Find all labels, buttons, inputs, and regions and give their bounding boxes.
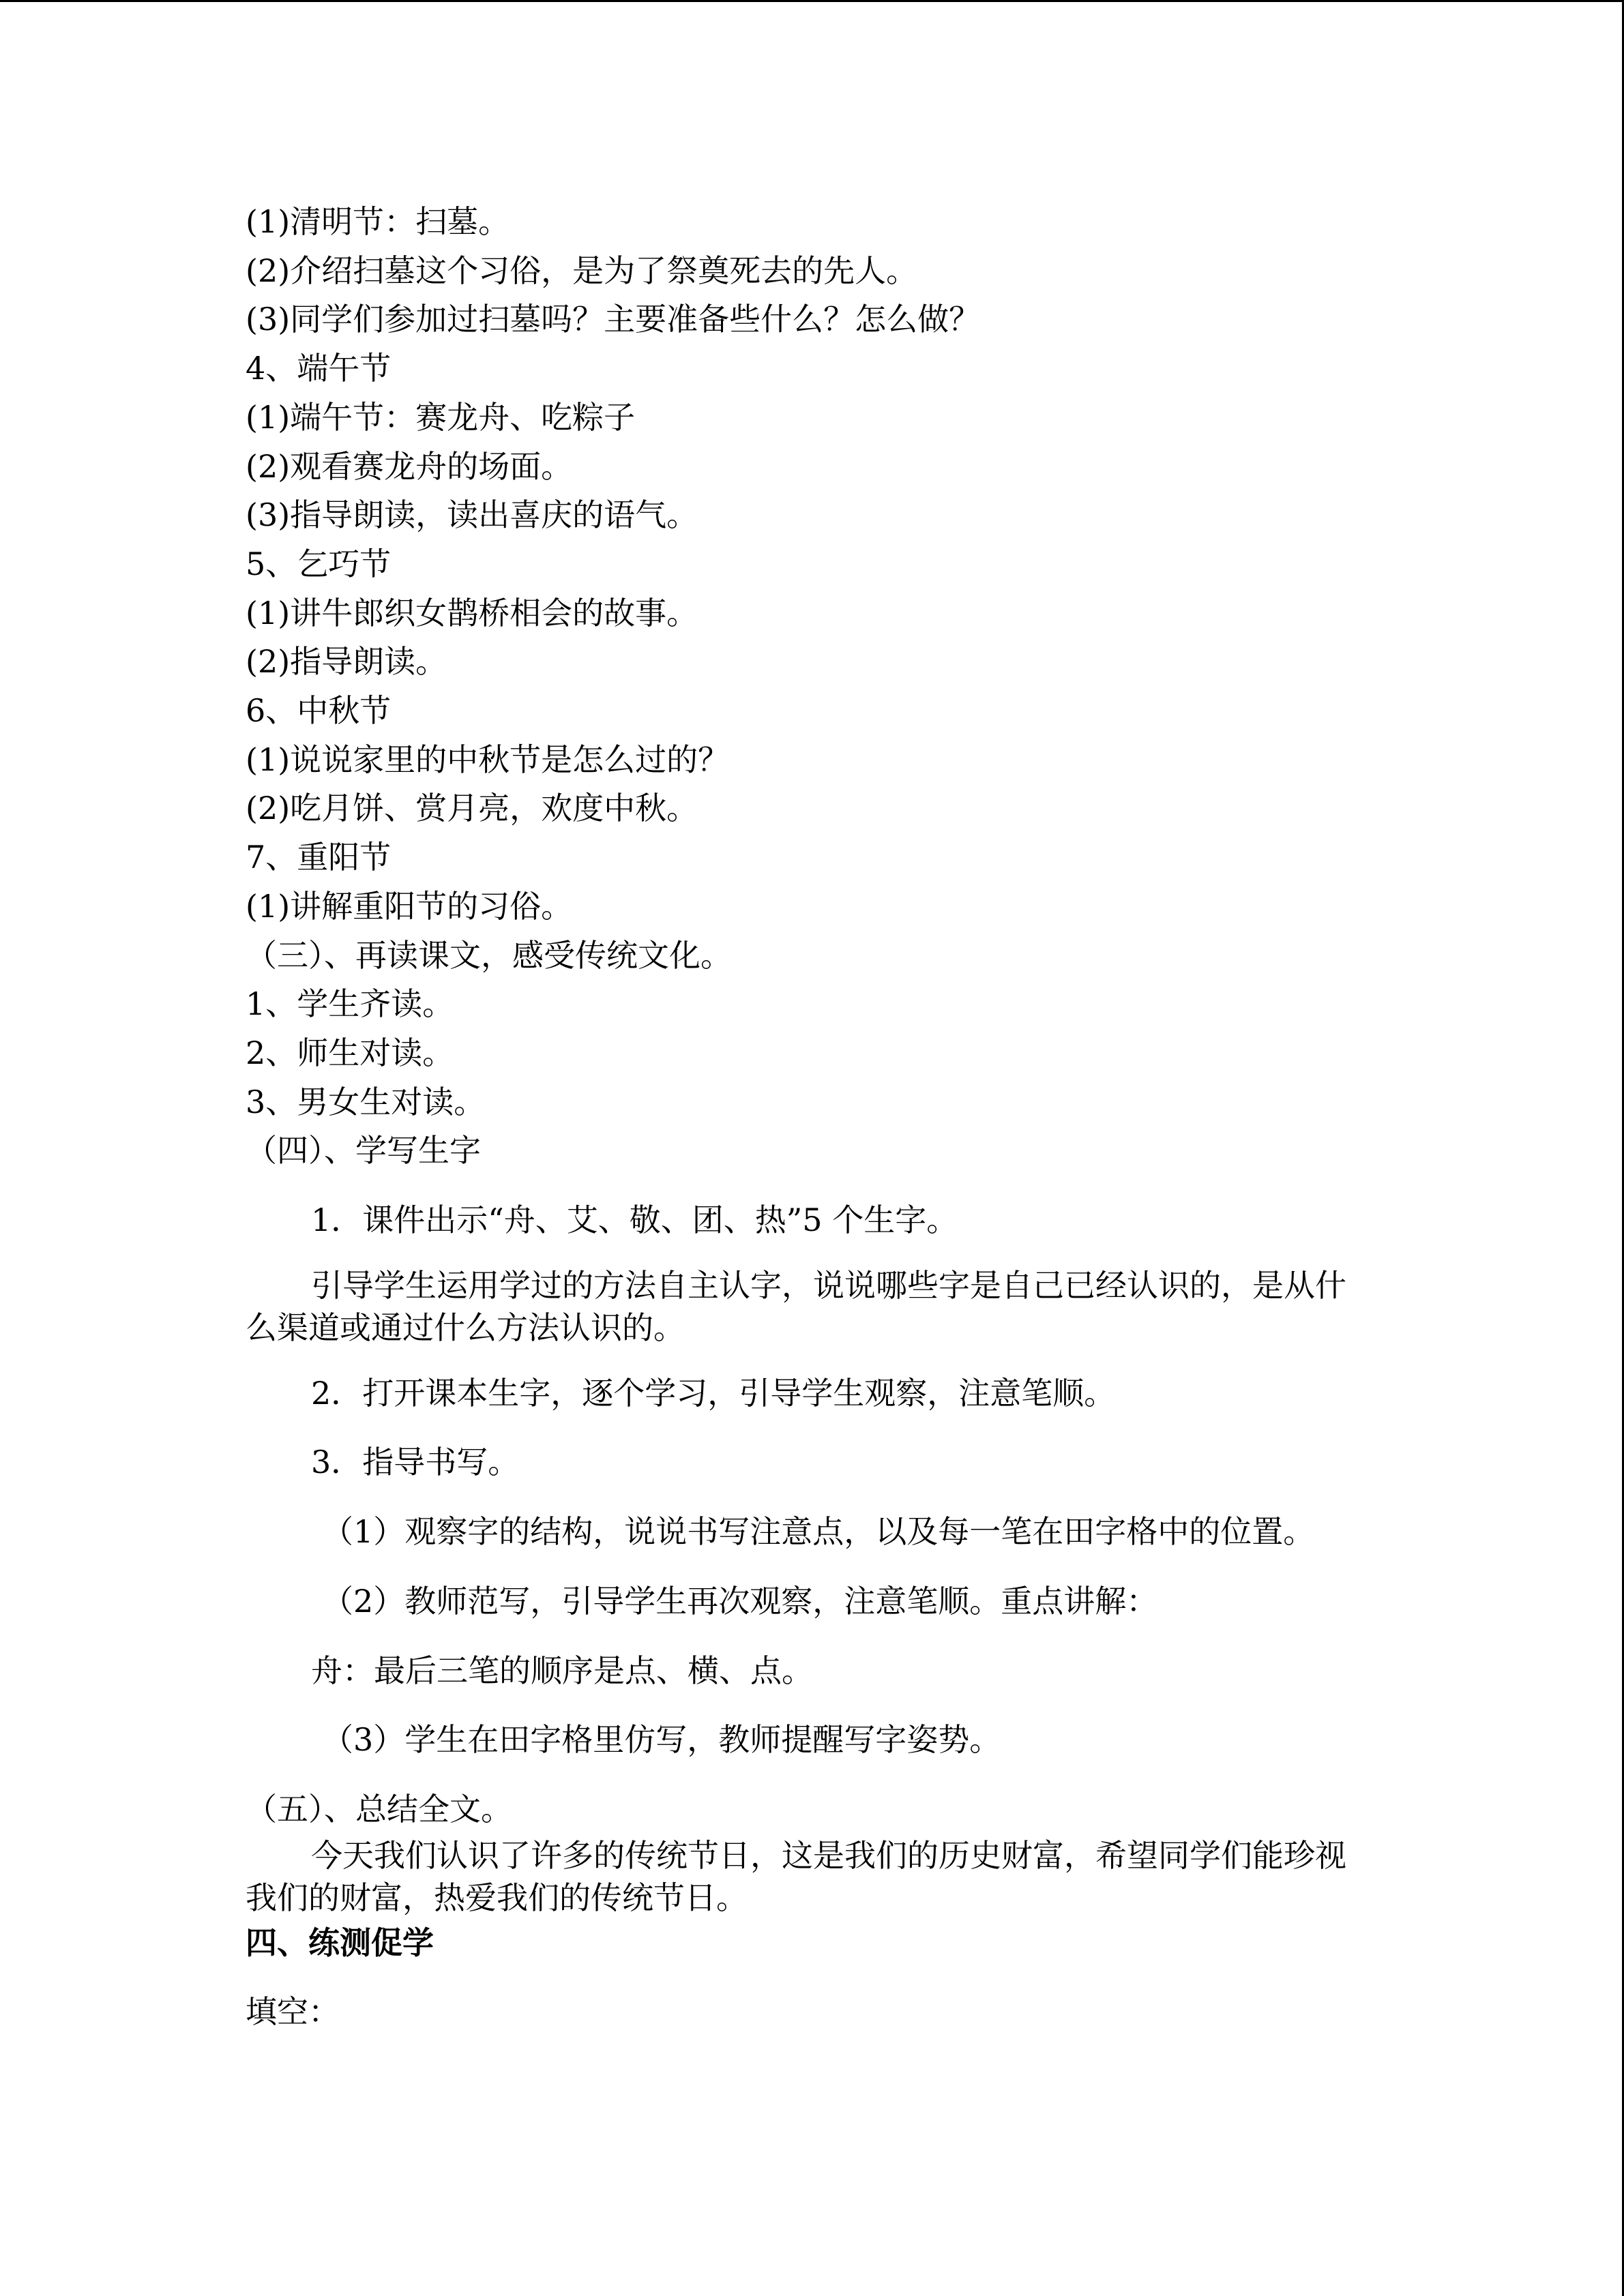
paragraph: 今天我们认识了许多的传统节日，这是我们的历史财富，希望同学们能珍视我们的财富，热爱我们的传统节日。	[246, 1836, 1346, 1916]
text-line: 填空：	[246, 1993, 340, 2031]
text-line: (1)讲解重阳节的习俗。	[246, 887, 573, 925]
text-line: 2、师生对读。	[246, 1034, 454, 1071]
text-line: （1）观察字的结构，说说书写注意点，以及每一笔在田字格中的位置。	[322, 1513, 1315, 1551]
text-line: 1、学生齐读。	[246, 985, 454, 1023]
section-writing	[246, 1196, 1378, 1765]
text-line: （3）学生在田字格里仿写，教师提醒写字姿势。	[322, 1721, 1001, 1759]
text-line: 1．课件出示“舟、艾、敬、团、热”5 个生字。	[311, 1202, 958, 1239]
text-line: 4、端午节	[246, 350, 392, 387]
text-line: (3)同学们参加过扫墓吗？主要准备些什么？怎么做？	[246, 301, 981, 338]
text-line: 3．指导书写。	[311, 1444, 520, 1481]
document-page	[246, 198, 1378, 2037]
text-line: (1)讲牛郎织女鹊桥相会的故事。	[246, 594, 698, 631]
text-line: (1)清明节：扫墓。	[246, 203, 510, 240]
text-line: (2)指导朗读。	[246, 643, 447, 681]
section-heading: （四）、学写生字	[246, 1132, 481, 1169]
text-line: 舟：最后三笔的顺序是点、横、点。	[311, 1652, 813, 1689]
text-line: (2)吃月饼、赏月亮，欢度中秋。	[246, 790, 698, 827]
text-line: 2．打开课本生字，逐个学习，引导学生观察，注意笔顺。	[311, 1374, 1116, 1412]
text-line: 3、男女生对读。	[246, 1083, 486, 1120]
page-border-top	[0, 0, 1624, 2]
section-festivals	[246, 198, 1378, 1176]
section-heading: （三）、再读课文，感受传统文化。	[246, 936, 732, 974]
text-line: 7、重阳节	[246, 839, 392, 876]
section-heading: （五）、总结全文。	[246, 1790, 512, 1828]
chapter-heading: 四、练测促学	[246, 1924, 434, 1961]
text-line: (1)说说家里的中秋节是怎么过的？	[246, 741, 730, 778]
paragraph: 引导学生运用学过的方法自主认字，说说哪些字是自己已经认识的，是从什么渠道或通过什么方法认识的。	[246, 1266, 1346, 1346]
text-line: 6、中秋节	[246, 692, 392, 730]
text-line: (3)指导朗读，读出喜庆的语气。	[246, 496, 698, 534]
text-line: 5、乞巧节	[246, 545, 392, 582]
text-line: (2)介绍扫墓这个习俗，是为了祭奠死去的先人。	[246, 252, 918, 289]
text-line: (1)端午节：赛龙舟、吃粽子	[246, 398, 636, 436]
text-line: （2）教师范写，引导学生再次观察，注意笔顺。重点讲解：	[322, 1582, 1158, 1620]
text-line: (2)观看赛龙舟的场面。	[246, 447, 573, 485]
section-summary	[246, 1785, 1378, 2037]
